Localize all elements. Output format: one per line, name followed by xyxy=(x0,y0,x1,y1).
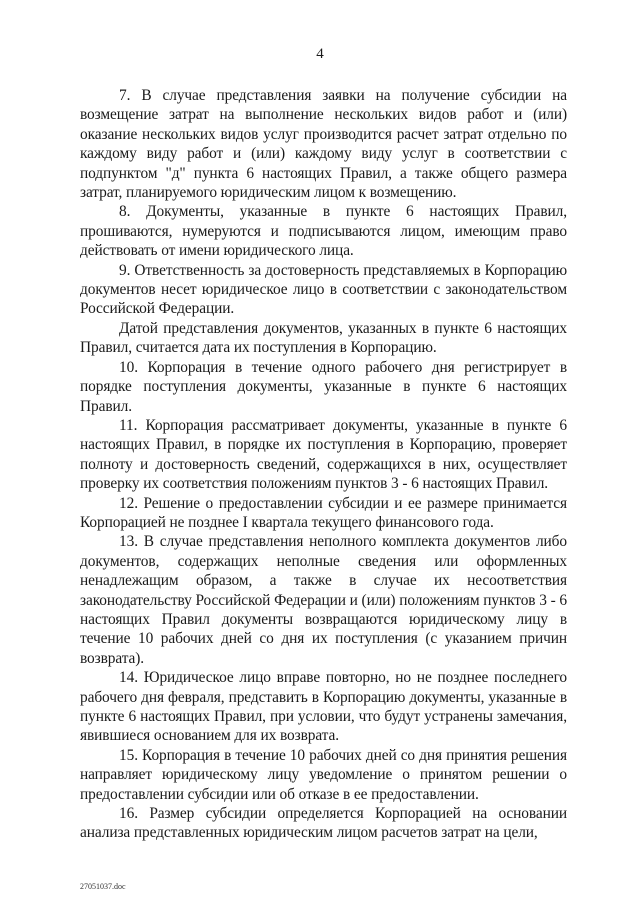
paragraph-7: 7. В случае представления заявки на получение субсидии на возмещение затрат на выполнение нескольких видов работ и (или) оказание нескольких видов услуг производится расчет затрат отдельно по каждому виду работ и (или) каждому виду услуг в соответствии с подпунктом "д" пункта 6 настоящих Правил, а также общего размера затрат, планируемого юридическим лицом к возмещению. xyxy=(80,87,567,202)
paragraph-8: 8. Документы, указанные в пункте 6 настоящих Правил, прошиваются, нумеруются и подписываются лицом, имеющим право действовать от имени юридического лица. xyxy=(80,203,567,260)
paragraph-9-date: Датой представления документов, указанных в пункте 6 настоящих Правил, считается дата их поступления в Корпорацию. xyxy=(80,319,567,357)
footer-file-code: 27051037.doc xyxy=(80,882,126,891)
paragraph-9: 9. Ответственность за достоверность представляемых в Корпорацию документов несет юридическое лицо в соответствии с законодательством Российской Федерации. xyxy=(80,261,567,318)
paragraph-14: 14. Юридическое лицо вправе повторно, но не позднее последнего рабочего дня февраля, представить в Корпорацию документы, указанные в пункте 6 настоящих Правил, при условии, что будут устранены замечания, явившиеся основанием для их возврата. xyxy=(80,669,567,745)
paragraph-12: 12. Решение о предоставлении субсидии и ее размере принимается Корпорацией не позднее I квартала текущего финансового года. xyxy=(80,494,567,531)
paragraph-11: 11. Корпорация рассматривает документы, указанные в пункте 6 настоящих Правил, в порядке их поступления в Корпорацию, проверяет полноту и достоверность сведений, содержащихся в них, осуществляет проверку их соответствия положениям пунктов 3 - 6 настоящих Правил. xyxy=(80,416,567,493)
document-body xyxy=(80,86,567,843)
paragraph-16: 16. Размер субсидии определяется Корпорацией на основании анализа представленных юридическим лицом расчетов затрат на цели, xyxy=(80,805,567,842)
paragraph-10: 10. Корпорация в течение одного рабочего дня регистрирует в порядке поступления документы, указанные в пункте 6 настоящих Правил. xyxy=(80,358,567,415)
page-number: 4 xyxy=(316,46,324,62)
paragraph-13: 13. В случае представления неполного комплекта документов либо документов, содержащих неполные сведения или оформленных ненадлежащим образом, а также в случае их несоответствия законодательству Российской Федерации и (или) положениям пунктов 3 - 6 настоящих Правил документы возвращаются юридическому лицу в течение 10 рабочих дней со дня их поступления (с указанием причин возврата). xyxy=(80,533,567,667)
paragraph-15: 15. Корпорация в течение 10 рабочих дней со дня принятия решения направляет юридическому лицу уведомление о принятом решении о предоставлении субсидии или об отказе в ее предоставлении. xyxy=(80,746,567,803)
